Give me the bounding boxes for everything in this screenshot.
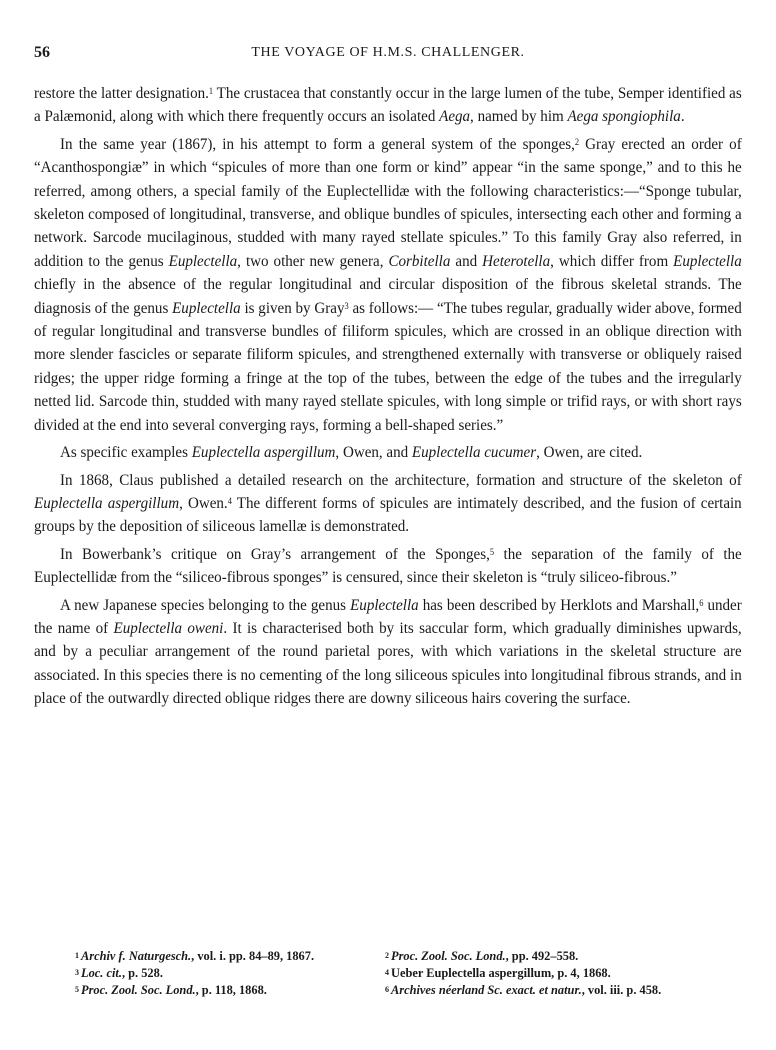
page-header — [34, 44, 742, 66]
paragraph-2 — [34, 133, 742, 437]
footnote-3 — [75, 965, 375, 982]
footnote-ref-2[interactable]: 2 — [574, 136, 580, 147]
taxon-name: Euplectella — [168, 251, 238, 270]
taxon-name: Euplectella — [673, 251, 742, 270]
text: is given by Gray — [240, 298, 345, 317]
page-number: 56 — [34, 44, 50, 61]
paragraph-3 — [34, 441, 742, 464]
body-text — [34, 82, 742, 715]
citation-title: Proc. Zool. Soc. Lond. — [391, 949, 506, 963]
paragraph-5 — [34, 543, 742, 590]
text: , two other new genera, — [237, 251, 389, 270]
text: , Owen, are cited. — [536, 443, 643, 462]
footnote-ref-1[interactable]: 1 — [208, 86, 214, 96]
text: and — [450, 251, 483, 270]
text: The different forms of spicules are intimately described, and the fusion of certain groups by the deposition of siliceous lamellæ is demonstrated. — [34, 493, 742, 536]
taxon-name: Euplectella aspergillum — [34, 493, 180, 512]
text: restore the latter designation. — [34, 84, 209, 102]
text: the separation of the family of the Euplectellidæ from the “siliceo-fibrous sponges” is censured, since their skeleton is “truly siliceo-fibrous.” — [34, 544, 742, 587]
footnote-5 — [75, 982, 375, 999]
text: . — [680, 107, 685, 126]
citation-detail: , pp. 492–558. — [505, 949, 579, 963]
citation-detail: , p. 528. — [121, 966, 163, 980]
paragraph-4 — [34, 469, 742, 539]
footnote-ref-4[interactable]: 4 — [227, 495, 232, 506]
taxon-name: Aega spongiophila — [567, 107, 681, 126]
text: , Owen. — [179, 493, 228, 512]
footnote-number: 3 — [75, 968, 79, 977]
text: as follows:— “The tubes regular, gradually wider above, formed of regular longitudinal and transverse bundles of filiform spicules, which are crossed in an oblique direction with more slender fascicles or separate filiform spicules, and strengthened externally with transverse or obliquely raised ridges; the upper ridge forming a fringe at the top of the tubes, between the edge of the tubes and the irregularly netted lid. Sarcode thin, studded with many rayed stellate spicules, with long simple or trifid rays, or with short rays divided at the end into several converging rays, forming a bell-shaped series.” — [34, 298, 742, 434]
taxon-name: Euplectella aspergillum — [191, 443, 336, 462]
footnote-ref-6[interactable]: 6 — [699, 597, 704, 608]
text: As specific examples — [60, 443, 192, 462]
taxon-name: Euplectella — [350, 595, 419, 614]
citation-detail: , vol. i. pp. 84–89, 1867. — [191, 949, 315, 963]
footnote-4 — [385, 965, 765, 982]
text: Gray erected an order of “Acanthospongiæ” in which “spicules of more than one form or kind” appear “in the same sponge,” and to this he referred, among others, a special family of the Euplectellidæ with the following characteristics:—“Sponge tubular, skeleton composed of longitudinal, transverse, and oblique bundles of spicules, intersecting each other and forming a network. Sarcode mucilaginous, studded with many rayed stellate spicules.” To this family Gray also referred, in addition to the genus — [34, 134, 742, 270]
footnotes-right-column — [385, 948, 765, 999]
citation-detail: , p. 118, 1868. — [195, 983, 267, 997]
taxon-name: Corbitella — [388, 251, 451, 270]
text: chiefly in the absence of the regular longitudinal and circular disposition of the fibrous skeletal strands. The diagnosis of the genus — [34, 275, 742, 317]
footnotes-left-column — [75, 948, 375, 999]
footnote-1 — [75, 948, 375, 965]
text: , named by him — [470, 107, 568, 126]
taxon-name: Euplectella — [172, 298, 241, 317]
text: has been described by Herklots and Marshall, — [418, 595, 700, 614]
taxon-name: Euplectella oweni — [113, 618, 224, 637]
paragraph-1 — [34, 82, 742, 129]
text: A new Japanese species belonging to the genus — [60, 595, 351, 614]
footnote-number: 6 — [385, 985, 389, 994]
text: In Bowerbank’s critique on Gray’s arrangement of the Sponges, — [60, 544, 490, 563]
citation-detail: , vol. iii. p. 458. — [581, 983, 662, 997]
citation-detail: Ueber Euplectella aspergillum, p. 4, 1868. — [391, 966, 611, 980]
footnote-number: 4 — [385, 968, 389, 977]
text: , which differ from — [550, 251, 674, 270]
taxon-name: Aega — [439, 107, 471, 126]
text: The crustacea that constantly occur in the large lumen of the tube, Semper identified as a Palæmonid, along with which there frequently occurs an isolated — [34, 84, 742, 126]
footnote-number: 5 — [75, 985, 79, 994]
footnote-ref-3[interactable]: 3 — [344, 300, 349, 311]
running-title: THE VOYAGE OF H.M.S. CHALLENGER. — [251, 45, 525, 60]
paragraph-6 — [34, 594, 742, 711]
text: under the name of — [34, 595, 742, 637]
text: , Owen, and — [335, 443, 412, 462]
footnote-2 — [385, 948, 765, 965]
citation-title: Loc. cit. — [81, 966, 122, 980]
text: In 1868, Claus published a detailed research on the architecture, formation and structure of the skeleton of — [60, 470, 742, 489]
citation-title: Proc. Zool. Soc. Lond. — [81, 983, 196, 997]
text: . It is characterised both by its saccular form, which gradually diminishes upwards, and by a peculiar arrangement of the round parietal pores, with which variations in the skeletal structure are associated. In this species there is no cementing of the long siliceous spicules into longitudinal fibrous strands, and in place of the outwardly directed oblique ridges there are downy siliceous hairs covering the surface. — [34, 618, 742, 708]
footnote-number: 2 — [385, 951, 389, 960]
footnote-6 — [385, 982, 765, 999]
footnote-ref-5[interactable]: 5 — [489, 546, 495, 557]
citation-title: Archives néerland Sc. exact. et natur. — [391, 983, 582, 997]
taxon-name: Euplectella cucumer — [411, 443, 537, 462]
footnote-number: 1 — [75, 951, 79, 960]
text: In the same year (1867), in his attempt to form a general system of the sponges, — [60, 134, 575, 153]
citation-title: Archiv f. Naturgesch. — [81, 949, 192, 963]
taxon-name: Heterotella — [482, 251, 551, 270]
